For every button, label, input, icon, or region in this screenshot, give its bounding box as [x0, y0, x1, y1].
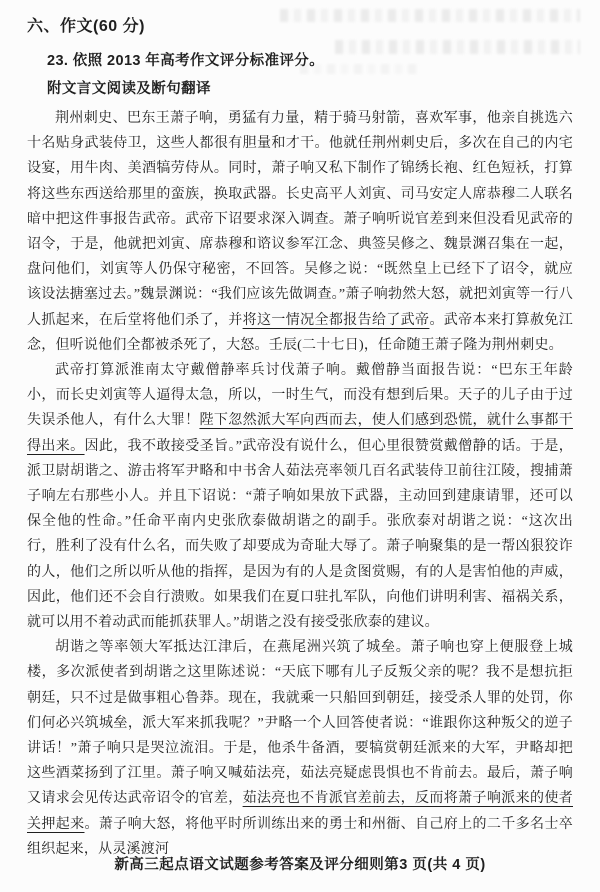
- passage-paragraph: [27, 635, 573, 862]
- attachment-title: 附文言文阅读及断句翻译: [47, 81, 211, 97]
- passage-text: 因此，我不敢接受圣旨。”武帝没有说什么，但心里很赞赏戴僧静的话。于是，派卫尉胡谐之、游击将军尹略和中书舍人茹法亮率领几百名武装侍卫前往江陵，搜捕萧子响左右那些小人。并且下诏说：“萧子响如果放下武器，主动回到建康请罪，还可以保全他的性命。”任命平南内史张欣泰做胡谐之的副手。张欣泰对胡谐之说：“这次出行，胜利了没有什么名，而失败了却要成为奇耻大辱了。萧子响聚集的是一帮凶狠狡诈的人，他们之所以听从他的指挥，是因为有的人是贪图赏赐，有的人是害怕他的声威，因此，他们还不会自行溃败。如果我们在夏口驻扎军队，向他们讲明利害、福祸关系，就可以用不着动武而能抓获罪人。”胡谐之没有接受张欣泰的建议。: [27, 438, 573, 631]
- passage-text: 荆州刺史、巴东王萧子响，勇猛有力量，精于骑马射箭，喜欢军事，他亲自挑选六十名贴身武装侍卫，这些人都很有胆量和才干。他就任荆州刺史后，多次在自己的内宅设宴，用牛肉、美酒犒劳侍从。同时，萧子响又私下制作了锦绣长袍、红色短袄，打算将这些东西送给那里的蛮族，换取武器。长史高平人刘寅、司马安定人席恭穆二人联名暗中把这件事报告武帝。武帝下诏要求深入调查。萧子响听说官差到来但没看见武帝的诏令，于是，他就把刘寅、席恭穆和谘议参军江念、典签吴修之、魏景渊召集在一起，盘问他们，刘寅等人仍保守秘密，不回答。吴修之说：“既然皇上已经下了诏令，就应该设法搪塞过去。”魏景渊说：“我们应该先做调查。”萧子响勃然大怒，就把刘寅等一行八人抓起来，在后堂将他们杀了，并: [27, 111, 573, 328]
- underlined-passage: 茹法亮也不肯派官差前去，反而将萧子响派来的使者关押起来: [27, 791, 573, 832]
- page-footer: 新高三起点语文试题参考答案及评分细则第3 页(共 4 页): [114, 857, 486, 873]
- underlined-passage: 陛下忽然派大军向西而去，使人们感到恐慌，就什么事都干得出来。: [27, 413, 573, 454]
- passage-text: 胡谐之等率领大军抵达江津后，在燕尾洲兴筑了城垒。萧子响也穿上便服登上城楼，多次派使者到胡谐之这里陈述说：“天底下哪有儿子反叛父亲的呢？我不是想抗拒朝廷，只不过是做事粗心鲁莽。现在，我就乘一只船回到朝廷，接受杀人罪的处罚，你们何必兴筑城垒，派大军来抓我呢？”尹略一个人回答使者说：“谁跟你这种叛父的逆子讲话！”萧子响只是哭泣流泪。于是，他杀牛备酒，要犒赏朝廷派来的大军，尹略却把这些酒菜扬到了江里。萧子响又喊茹法亮，茹法亮疑虑畏惧也不肯前去。最后，萧子响又请求会见传达武帝诏令的官差，: [27, 640, 573, 807]
- passage-paragraph: [27, 106, 573, 358]
- passage-text: 。武帝本来打算赦免江念，但听说他们全都被杀死了，大怒。壬辰(二十七日)，任命随王萧子隆为荆州刺史。: [27, 312, 574, 353]
- passage-text: 。萧子响大怒，将他平时所训练出来的勇士和州衙、自己府上的二千多名士卒组织起来，从灵溪渡河: [27, 816, 573, 857]
- classical-chinese-translation: [27, 106, 573, 862]
- passage-text: 武帝打算派淮南太守戴僧静率兵讨伐萧子响。戴僧静当面报告说：“巴东王年龄小，而长史刘寅等人逼得太急，所以，一时生气，而没有想到后果。天子的儿子由于过失误杀他人，有什么大罪！: [27, 363, 573, 429]
- passage-paragraph: [27, 358, 573, 635]
- scoring-item-23: 23. 依照 2013 年高考作文评分标准评分。: [47, 53, 325, 69]
- section-title: 六、作文(60 分): [27, 18, 145, 35]
- underlined-passage: 将这一情况全都报告给了武帝: [242, 312, 430, 328]
